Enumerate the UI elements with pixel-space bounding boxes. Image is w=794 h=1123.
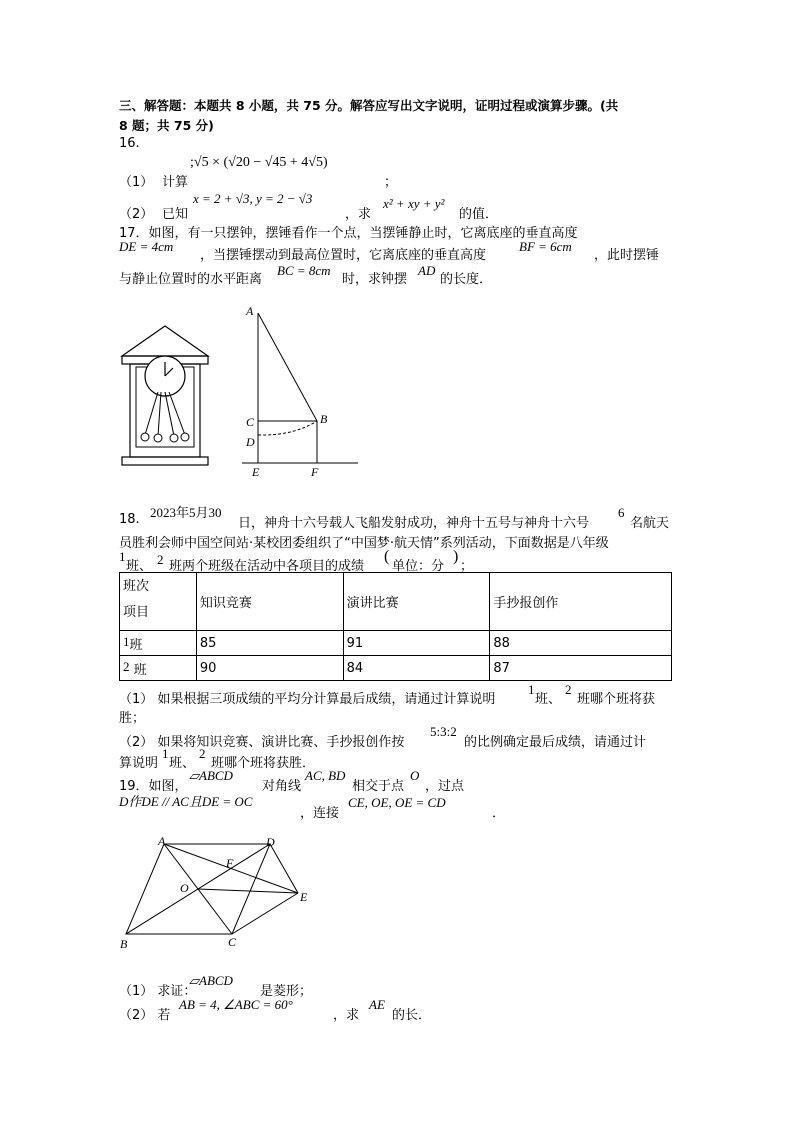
q16-number: 16. <box>119 136 140 151</box>
section-heading-line2: 8 题；共 75 分) <box>119 118 214 133</box>
header-handwritten: 手抄报创作 <box>490 573 672 631</box>
q18-unit: 单位：分 <box>392 559 445 574</box>
q18-line3-class1: 班、 <box>126 559 153 574</box>
q18-p1-line1a: （1） 如果根据三项成绩的平均分计算最后成绩，请通过计算说明 <box>119 692 496 707</box>
q17-line1: 17．如图，有一只摆钟，摆锤看作一个点，当摆锤静止时，它离底座的垂直高度 <box>119 226 578 241</box>
q16-part2-end: 的值． <box>459 207 499 222</box>
q18-p2-line2a: 算说明 <box>119 756 159 771</box>
q18-line1a: 日，神舟十六号载人飞船发射成功，神舟十五号与神舟十六号 <box>238 516 590 531</box>
q19-line1d: ，过点 <box>425 779 465 794</box>
q17-line3a: 与静止位置时的水平距离 <box>119 272 263 287</box>
table-row <box>120 656 672 681</box>
q16-part2-label: （2） <box>119 207 154 222</box>
q18-p1-two: 2 <box>565 682 572 697</box>
vertex-label-a: A <box>158 834 166 848</box>
row-label-num: 1 <box>123 633 130 649</box>
q18-p2-line2b: 班、 <box>169 756 196 771</box>
q18-p2-line1a: （2） 如果将知识竞赛、演讲比赛、手抄报创作按 <box>119 735 405 750</box>
q18-line3-two: 2 <box>157 552 164 567</box>
q18-p1-line2: 胜； <box>119 711 146 726</box>
table-cell: 88 <box>490 631 672 656</box>
q19-p1-end: 是菱形； <box>260 984 313 999</box>
q18-p2-line2c: 班哪个班将获胜． <box>211 756 316 771</box>
q18-line3-rest: 班两个班级在活动中各项目的成绩 <box>169 559 365 574</box>
q18-line3-end: ； <box>460 559 474 574</box>
q18-p1-one: 1 <box>528 682 535 697</box>
vertex-label-c: C <box>228 935 237 949</box>
table-header-row <box>120 573 672 631</box>
q19-line2a: ，连接 <box>300 806 340 821</box>
q16-part2-text: 已知 <box>162 207 189 222</box>
header-speech: 演讲比赛 <box>343 573 490 631</box>
q18-line1b: 名航天 <box>630 516 670 531</box>
q17-line2b: ，此时摆锤 <box>594 248 660 263</box>
point-label-e: E <box>252 465 260 479</box>
q18-date: 2023年5月30 <box>150 505 222 520</box>
q18-p2-two: 2 <box>199 746 206 761</box>
q18-line3-one: 1 <box>119 549 126 564</box>
q19-p2-condition: AB = 4, ∠ABC = 60° <box>179 997 293 1012</box>
table-cell: 91 <box>343 631 490 656</box>
q19-point-o: O <box>410 768 420 783</box>
q19-p1-para: ▱ABCD <box>189 973 233 988</box>
q19-line1b: 对角线 <box>262 779 302 794</box>
q18-p2-ratio: 5:3:2 <box>430 724 457 739</box>
point-label-f: F <box>226 856 234 870</box>
q17-line2a: ，当摆锤摆动到最高位置时，它离底座的垂直高度 <box>200 248 487 263</box>
row-label <box>120 631 197 656</box>
point-label-f: F <box>311 465 319 479</box>
q16-part2-given: x = 2 + √3, y = 2 − √3 <box>193 191 313 206</box>
header-knowledge: 知识竞赛 <box>196 573 343 631</box>
q16-part1-expression: ;√5 × (√20 − √45 + 4√5) <box>190 155 328 170</box>
q19-p2-end: 的长． <box>392 1008 432 1023</box>
q17-de: DE = 4cm <box>119 239 174 254</box>
corner-top: 班次 <box>123 579 150 594</box>
table-corner-cell <box>120 573 197 631</box>
corner-bottom: 项目 <box>123 605 150 620</box>
q18-p2-one: 1 <box>162 746 169 761</box>
q16-part2-mid: ，求 <box>345 207 372 222</box>
row-label-text: 班 <box>129 637 143 653</box>
point-label-o: O <box>180 881 189 895</box>
pendulum-diagram <box>238 300 363 480</box>
q19-p2-ae: AE <box>369 997 385 1012</box>
q18-paren-open: ( <box>384 548 390 565</box>
point-label-a: A <box>246 304 254 318</box>
vertex-label-b: B <box>120 937 128 951</box>
q18-p1-line1b: 班、 <box>535 692 562 707</box>
table-cell: 84 <box>343 656 490 681</box>
table-row <box>120 631 672 656</box>
point-label-d: D <box>246 435 255 449</box>
q17-ad: AD <box>418 263 436 278</box>
q19-diagonals: AC, BD <box>305 768 346 783</box>
q16-part2-expression: x² + xy + y² <box>383 196 445 211</box>
rhombus-diagram <box>116 832 316 952</box>
table-cell: 85 <box>196 631 343 656</box>
table-cell: 90 <box>196 656 343 681</box>
point-label-e: E <box>300 890 308 904</box>
section-heading-line1: 三、解答题：本题共 8 小题，共 75 分。解答应写出文字说明，证明过程或演算步骤。(共 <box>119 98 619 113</box>
row-label-num: 2 <box>123 658 130 674</box>
q18-line2: 员胜利会师中国空间站·某校团委组织了“中国梦·航天情”系列活动，下面数据是八年级 <box>119 536 609 551</box>
q19-connections: CE, OE, OE = CD <box>348 795 446 810</box>
q19-p1-label: （1） 求证： <box>119 984 197 999</box>
q19-p2-label: （2） 若 <box>119 1008 171 1023</box>
q19-line1a: 19．如图， <box>119 779 188 794</box>
q16-part1-text: 计算 <box>162 175 189 190</box>
q18-paren-close: ) <box>453 548 459 565</box>
point-label-c: C <box>246 415 255 429</box>
q19-line1c: 相交于点 <box>352 779 405 794</box>
q17-bf: BF = 6cm <box>519 239 572 254</box>
q16-part1-end: ； <box>384 175 398 190</box>
table-cell: 87 <box>490 656 672 681</box>
clock-figure <box>118 320 213 472</box>
q18-p2-line1b: 的比例确定最后成绩，请通过计 <box>464 735 647 750</box>
row-label <box>120 656 197 681</box>
q16-part1-label: （1） <box>119 175 154 190</box>
q17-bc: BC = 8cm <box>277 263 331 278</box>
q18-p1-line1c: 班哪个班将获 <box>577 692 656 707</box>
row-label-text: 班 <box>129 662 147 678</box>
q19-p2-mid: ，求 <box>333 1008 360 1023</box>
q17-line3b: 时，求钟摆 <box>342 272 408 287</box>
q19-line2b: ． <box>492 806 506 821</box>
scores-table <box>119 572 672 681</box>
q18-number: 18. <box>119 512 140 527</box>
q19-condition: D作DE // AC且DE = OC <box>119 794 253 809</box>
q19-para-abcd: ▱ABCD <box>189 768 233 783</box>
vertex-label-d: D <box>266 835 275 849</box>
q17-line3c: 的长度． <box>440 272 493 287</box>
q18-six: 6 <box>618 505 625 520</box>
point-label-b: B <box>320 412 328 426</box>
